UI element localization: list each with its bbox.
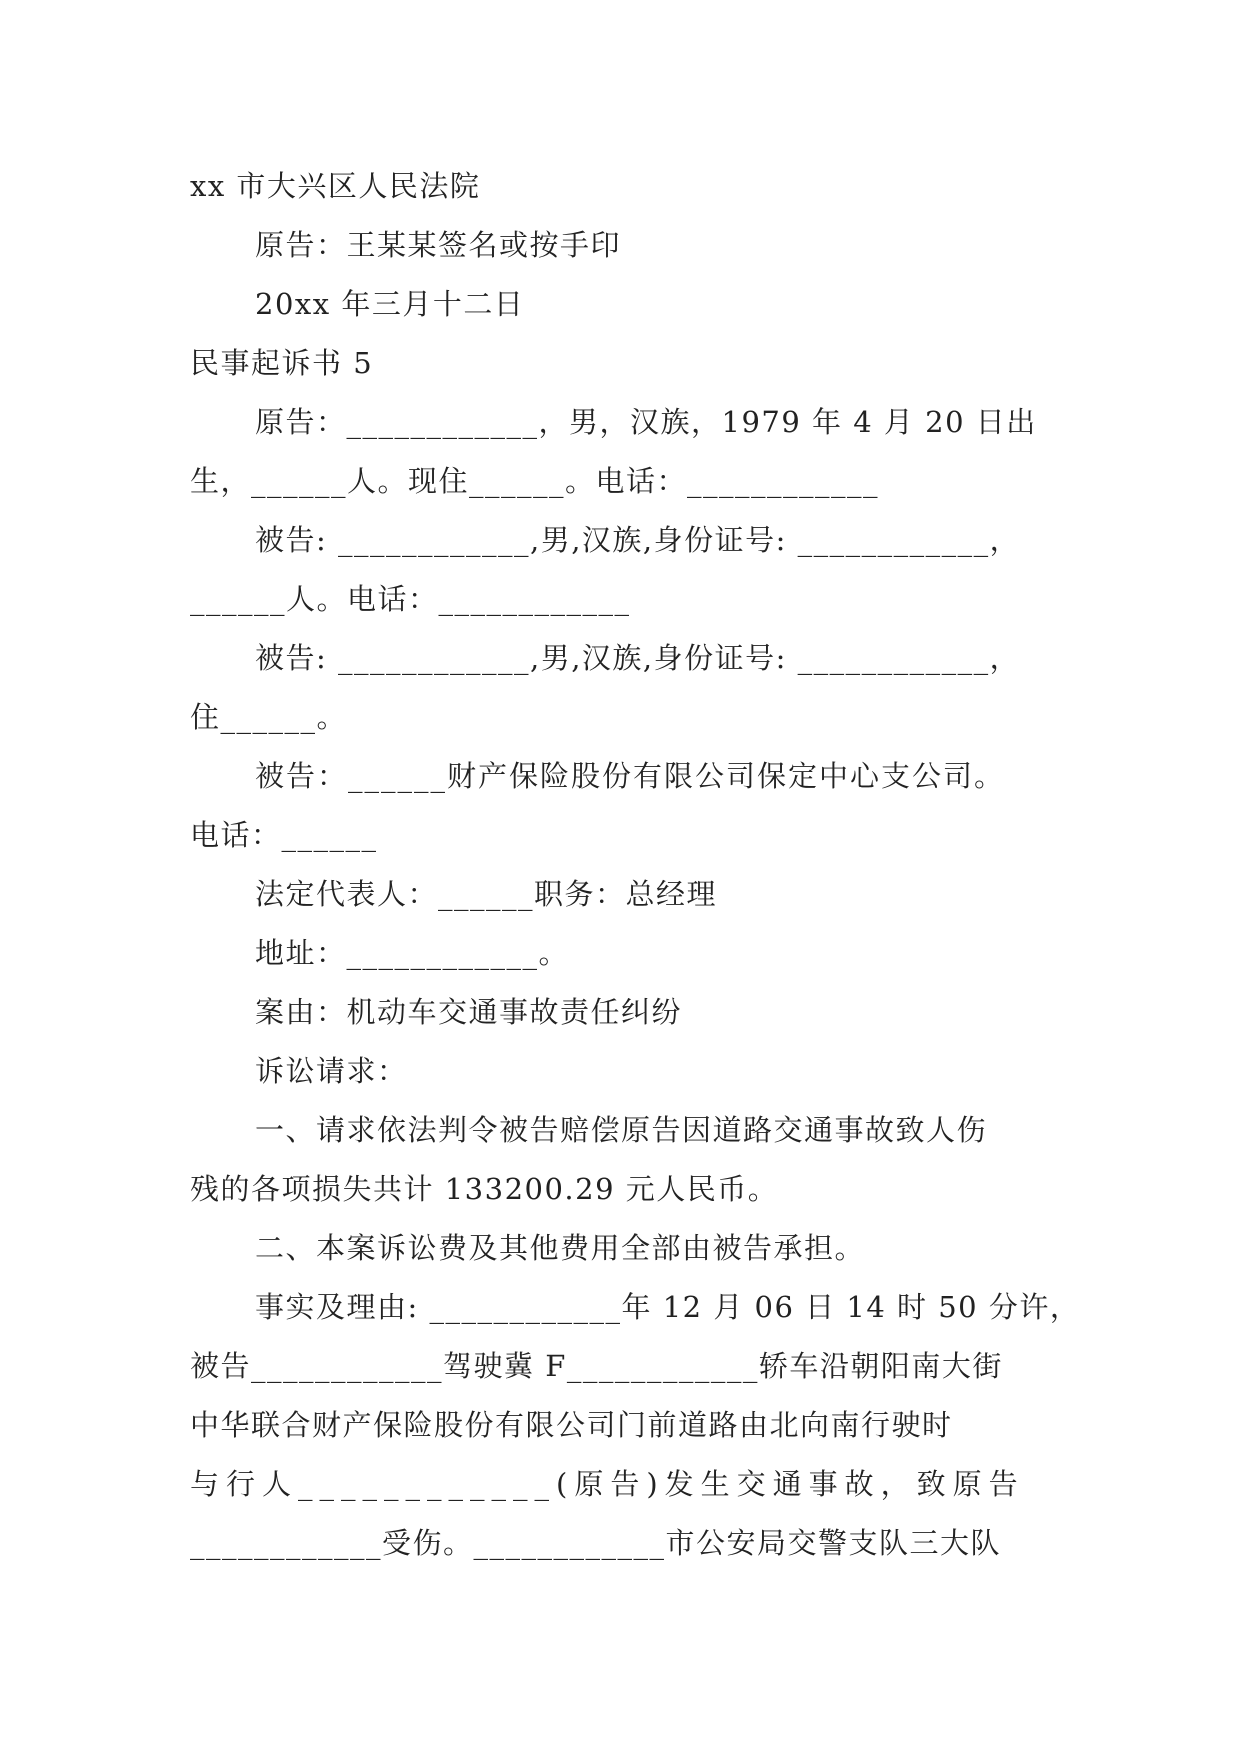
plaintiff-signature-line: 原告：王某某签名或按手印: [255, 228, 622, 262]
defendant-info-line: ______人。电话：____________: [190, 582, 631, 616]
court-name: xx 市大兴区人民法院: [190, 169, 481, 203]
plaintiff-info-line: 原告：____________，男，汉族，1979 年 4 月 20 日出: [255, 405, 1037, 439]
defendant-company-line: 被告：______财产保险股份有限公司保定中心支公司。: [255, 759, 1006, 793]
defendant-company-phone: 电话：______: [190, 818, 378, 852]
defendant-info-line: 住______。: [190, 700, 348, 734]
facts-paragraph-line: 被告____________驾驶冀 F____________轿车沿朝阳南大街: [190, 1349, 1003, 1383]
claim-item: 残的各项损失共计 133200.29 元人民币。: [190, 1172, 779, 1206]
document-title: 民事起诉书 5: [190, 346, 374, 380]
claim-item: 二、本案诉讼费及其他费用全部由被告承担。: [255, 1231, 866, 1265]
facts-paragraph-line: ____________受伤。____________市公安局交警支队三大队: [190, 1526, 1002, 1560]
claim-item: 一、请求依法判令被告赔偿原告因道路交通事故致人伤: [255, 1113, 988, 1147]
defendant-info-line: 被告: ____________,男,汉族,身份证号: ____________，: [255, 641, 1021, 675]
address-line: 地址：____________。: [255, 936, 570, 970]
facts-paragraph-line: 与行人____________(原告)发生交通事故，致原告: [190, 1467, 1025, 1501]
facts-paragraph-line: 中华联合财产保险股份有限公司门前道路由北向南行驶时: [190, 1408, 953, 1442]
legal-representative-line: 法定代表人：______职务：总经理: [255, 877, 718, 911]
claims-heading: 诉讼请求：: [255, 1054, 408, 1088]
facts-paragraph-line: 事实及理由: ____________年 12 月 06 日 14 时 50 分许，: [255, 1290, 1081, 1324]
defendant-info-line: 被告: ____________,男,汉族,身份证号: ____________，: [255, 523, 1021, 557]
date-line: 20xx 年三月十二日: [255, 287, 525, 321]
case-cause-line: 案由：机动车交通事故责任纠纷: [255, 995, 683, 1029]
plaintiff-info-line: 生，______人。现住______。电话：____________: [190, 464, 880, 498]
